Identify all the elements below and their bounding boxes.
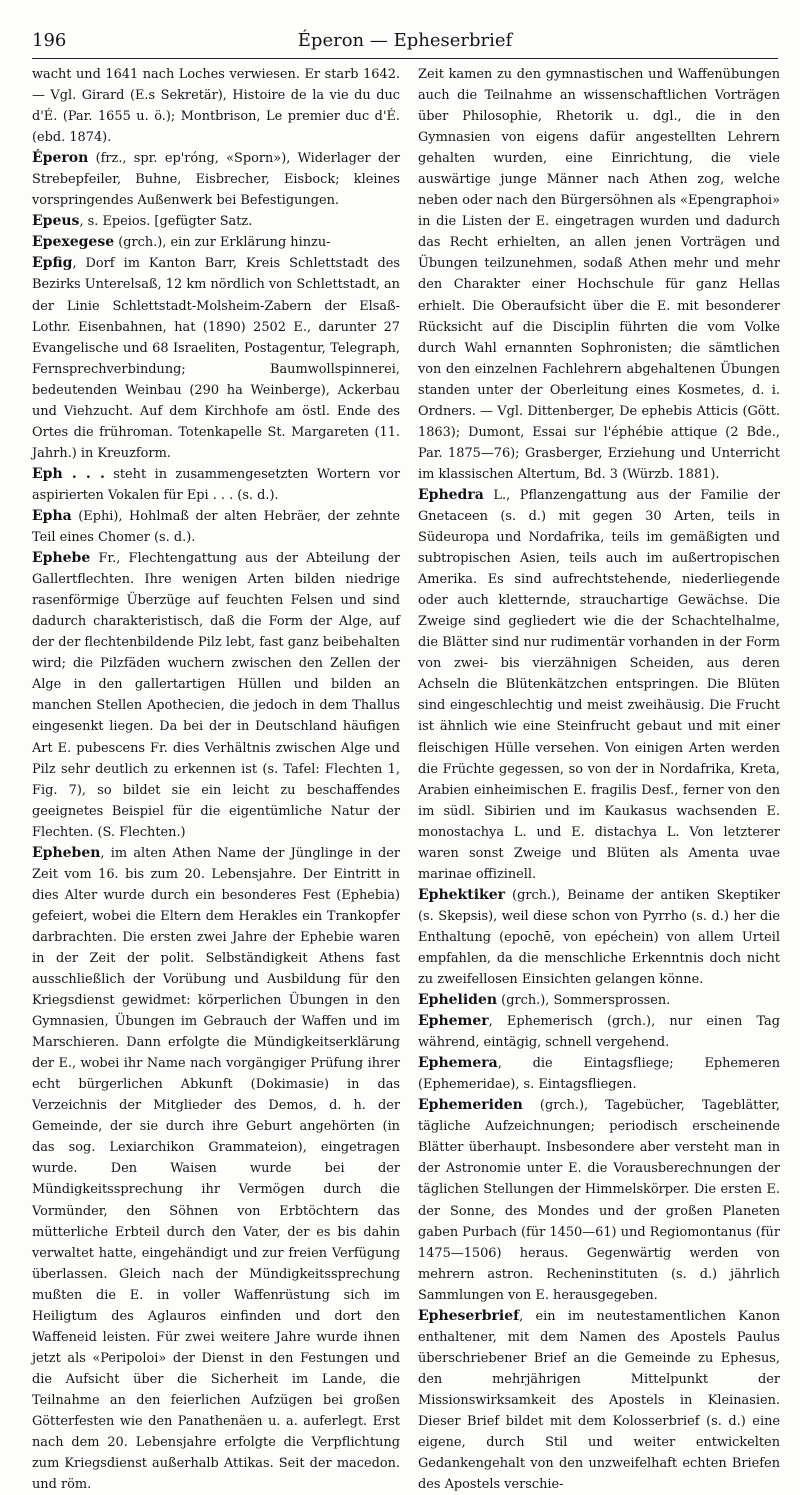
page-header (32, 28, 778, 59)
entry-text: , die Eintagsfliege; Ephemeren (Ephemeridae), s. Eintagsfliegen. (418, 1056, 780, 1093)
entry-headword: Ephemeriden (418, 1097, 523, 1114)
entry-headword: Ephemera (418, 1055, 498, 1072)
entry-text: wacht und 1641 nach Loches verwiesen. Er starb 1642. — Vgl. Girard (E.s Sekretär), Histoire de la vie du duc d'É. (Par. 1655 u. ö.); Montbrison, Le premier duc d'É. (ebd. 1874). (32, 67, 400, 146)
entry-text: (grch.), Beiname der antiken Skeptiker (s. Skepsis), weil diese schon von Pyrrho (s. d.) her die Enthaltung (epochē, von epéchein) von allem Urteil empfahlen, da die menschliche Erkenntnis doch nicht zu zweifellosen Einsichten gelangen könne. (418, 887, 780, 988)
entry-text: , im alten Athen Name der Jünglinge in der Zeit vom 16. bis zum 20. Lebensjahre. Der Eintritt in dies Alter wurde durch ein besonderes Fest (Ephebia) gefeiert, wobei die Eltern dem Herakles ein Trankopfer darbrachten. Die ersten zwei Jahre der Ephebie waren in der Zeit der polit. Selbständigkeit Athens fast ausschließlich der Vorübung und Ausbildung für den Kriegsdienst gewidmet: körperlichen Übungen in den Gymnasien, Übungen im Gebrauch der Waffen und im Marschieren. Dann erfolgte die Mündigkeitserklärung der E., wobei ihr Name nach vorgängiger Prüfung ihrer echt bürgerlichen Abkunft (Dokimasie) in das Verzeichnis der Mitglieder des Demos, d. h. der Gemeinde, der sie durch ihre Geburt angehörten (in das sog. Lexiarchikon Grammateion), eingetragen wurde. Den Waisen wurde bei der Mündigkeitssprechung ihr Vermögen durch die Vormünder, den Söhnen von Erbtöchtern das mütterliche Erbteil durch den Vater, der es bis dahin verwaltet hatte, eingehändigt und zur freien Verfügung überlassen. Gleich nach der Mündigkeitssprechung mußten die E. in voller Waffenrüstung sich im Heiligtum des Aglauros einfinden und dort den Waffeneid leisten. Für zwei weitere Jahre wurde ihnen jetzt als «Peripoloi» der Dienst in den Festungen und die Aufsicht über die Sicherheit im Lande, die Teilnahme an den feierlichen Aufzügen bei großen Götterfesten wie den Panathenäen u. a. auferlegt. Erst nach dem 20. Lebensjahre erfolgte die Verpflichtung zum Kriegsdienst außerhalb Attikas. Seit der macedon. und röm. (32, 845, 400, 1493)
running-title: Éperon — Epheserbrief (297, 30, 513, 51)
entry (418, 885, 780, 990)
entry-text: , ein im neutestamentlichen Kanon enthaltener, mit dem Namen des Apostels Paulus überschriebener Brief an die Gemeinde zu Ephesus, den mehrjährigen Mittelpunkt der Missionswirksamkeit des Apostels in Kleinasien. Dieser Brief bildet mit dem Kolosserbrief (s. d.) eine eigene, durch Stil und weiter entwickelten Gedankengehalt von den unzweifelhaft echten Briefen des Apostels verschie- (418, 1308, 780, 1493)
entry (32, 64, 400, 148)
entry (32, 464, 400, 506)
entry-headword: Epfig (32, 255, 73, 272)
entry (418, 485, 780, 885)
entry-headword: Epheliden (418, 992, 498, 1009)
entry (32, 211, 400, 232)
entry-headword: Epeus (32, 213, 80, 230)
right-column (418, 64, 780, 1493)
entry-headword: Epexegese (32, 234, 115, 251)
entry-text: steht in zusammengesetzten Wortern vor aspirierten Vokalen für Epi . . . (s. d.). (32, 466, 400, 503)
entry-headword: Ephektiker (418, 886, 506, 903)
entry (418, 990, 780, 1011)
entry-headword: Epha (32, 507, 72, 524)
entry-text: , s. Epeios. [gefügter Satz. (79, 214, 253, 230)
entry (418, 1306, 780, 1495)
entry-text: (Ephi), Hohlmaß der alten Hebräer, der zehnte Teil eines Chomer (s. d.). (32, 508, 400, 546)
page-number: 196 (32, 30, 67, 51)
entry-text: , Dorf im Kanton Barr, Kreis Schlettstadt des Bezirks Unterelsaß, 12 km nördlich von Schlettstadt, an der Linie Schlettstadt-Molsheim-Zabern der Elsaß-Lothr. Eisenbahnen, hat (1890) 2502 E., darunter 27 Evangelische und 68 Israeliten, Postagentur, Telegraph, Fernsprechverbindung; Baumwollspinnerei, bedeutenden Weinbau (290 ha Weinberge), Ackerbau und Viehzucht. Auf dem Kirchhofe am östl. Ende des Ortes die frühroman. Totenkapelle St. Margareten (11. Jahrh.) in Kreuzform. (32, 256, 400, 461)
entry-headword: Ephebe (32, 550, 91, 567)
entry (418, 1095, 780, 1305)
entry (32, 148, 400, 211)
entry-text: Fr., Flechtengattung aus der Abteilung der Gallertflechten. Ihre wenigen Arten bilden niedrige rasenförmige Überzüge auf feuchten Felsen und sind dadurch charakteristisch, daß die Form der Alge, auf der der flechtenbildende Pilz lebt, fast ganz beibehalten wird; die Pilzfäden wuchern zwischen den Zellen der Alge in den gallertartigen Hüllen und bilden an manchen Stellen Apothecien, die jedoch in dem Thallus eingesenkt liegen. Da bei der in Deutschland häufigen Art E. pubescens Fr. dies Verhältnis zwischen Alge und Pilz sehr deutlich zu erkennen ist (s. Tafel: Flechten 1, Fig. 7), so bildet sie ein leicht zu beschaffendes geeignetes Beispiel für die eigentümliche Natur der Flechten. (S. Flechten.) (32, 551, 400, 840)
entry (32, 506, 400, 548)
entry (32, 843, 400, 1495)
entry-headword: Epheben (32, 844, 101, 861)
entry-headword: Éperon (32, 150, 89, 167)
entry-text: L., Pflanzengattung aus der Familie der Gnetaceen (s. d.) mit gegen 30 Arten, teils in Südeuropa und Nordafrika, teils im gemäßigten und subtropischen Asien, teils auch im außertropischen Amerika. Es sind aufrechtstehende, niederliegende oder auch kletternde, strauchartige Gewächse. Die Zweige sind gegliedert wie die der Schachtelhalme, die Blätter sind nur rudimentär vorhanden in der Form von zwei- bis vierzähnigen Scheiden, aus deren Achseln die Blütenkätzchen entspringen. Die Blüten sind eingeschlechtig und meist zweihäusig. Die Frucht ist ähnlich wie eine Steinfrucht gebaut und mit einer fleischigen Hülle versehen. Von einigen Arten werden die Früchte gegessen, so von der in Nordafrika, Kreta, Arabien einheimischen E. fragilis Desf., ferner von den im südl. Sibirien und im Kaukasus wachsenden E. monostachya L. und E. distachya L. Von letzterer waren sonst Zweige und Blüten als Amenta uvae marinae offizinell. (418, 487, 780, 882)
left-column (32, 64, 400, 1493)
entry-text: (frz., spr. ep'róng, «Sporn»), Widerlager der Strebepfeiler, Buhne, Eisbrecher, Eisbock; kleines vorspringendes Außenwerk bei Befestigungen. (32, 151, 400, 209)
entry (32, 253, 400, 463)
entry-headword: Epheserbrief (418, 1307, 520, 1324)
entry (418, 1011, 780, 1053)
entry (418, 1053, 780, 1095)
entry-text: Zeit kamen zu den gymnastischen und Waffenübungen auch die Teilnahme an wissenschaftlichen Vorträgen über Philosophie, Rhetorik u. dgl., die in den Gymnasien von eigens dafür angestellten Lehrern gehalten wurden, eine Einrichtung, die viele auswärtige junge Männer nach Athen zog, welche neben oder nach den Bürgersöhnen als «Epengraphoi» in die Listen der E. eingetragen wurden und dadurch das Recht erhielten, an allen jenen Vorträgen und Übungen teilzunehmen, sodaß Athen mehr und mehr den Charakter einer Hochschule für ganz Hellas erhielt. Die Oberaufsicht über die E. mit besonderer Rücksicht auf die Disciplin führten die vom Volke durch Wahl ernannten Sophronisten; die sämtlichen von den einzelnen Fachlehrern abgehaltenen Übungen standen unter der Oberleitung eines Kosmetes, d. i. Ordners. — Vgl. Dittenberger, De ephebis Atticis (Gött. 1863); Dumont, Essai sur l'éphébie attique (2 Bde., Par. 1875—76); Grasberger, Erziehung und Unterricht im klassischen Altertum, Bd. 3 (Würzb. 1881). (418, 67, 780, 482)
entry-headword: Ephedra (418, 486, 484, 503)
entry-text: , Ephemerisch (grch.), nur einen Tag während, eintägig, schnell vergehend. (418, 1014, 780, 1051)
entry (32, 548, 400, 843)
entry-text: (grch.), Sommersprossen. (497, 993, 671, 1009)
entry-text: (grch.), Tagebücher, Tageblätter, tägliche Aufzeichnungen; periodisch erscheinende Blätter überhaupt. Insbesondere aber versteht man in der Astronomie unter E. die Vorausberechnungen der täglichen Stellungen der Himmelskörper. Die ersten E. der Sonne, des Mondes und der großen Planeten gaben Purbach (für 1450—61) und Regiomontanus (für 1475—1506) heraus. Gegenwärtig werden von mehrern astron. Recheninstituten (s. d.) jährlich Sammlungen von E. herausgegeben. (418, 1098, 780, 1303)
entry (418, 64, 780, 485)
entry-headword: Eph . . . (32, 465, 105, 482)
entry-text: (grch.), ein zur Erklärung hinzu- (114, 235, 331, 251)
entry-headword: Ephemer (418, 1013, 489, 1030)
entry (32, 232, 400, 253)
